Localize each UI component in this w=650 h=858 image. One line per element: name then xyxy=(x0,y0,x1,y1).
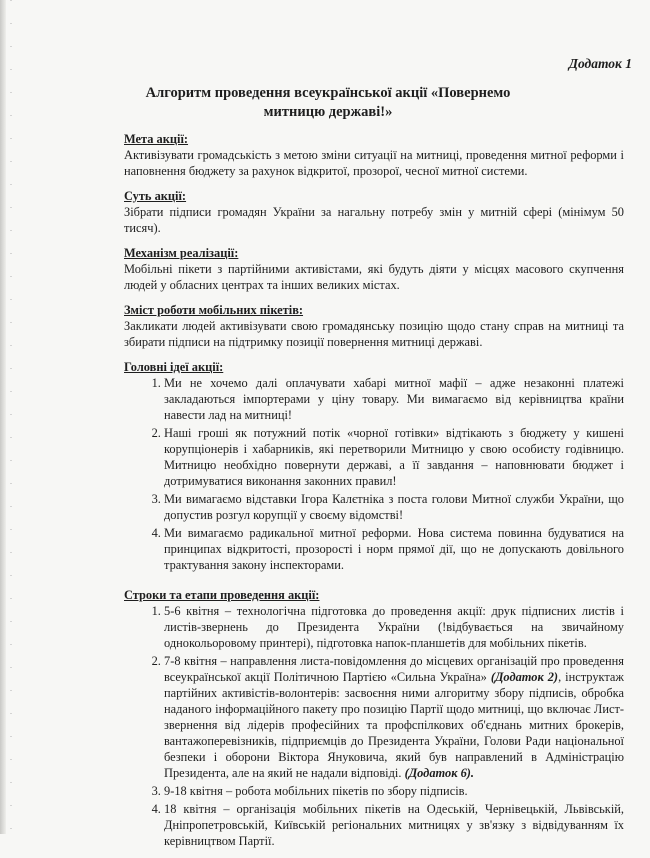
section-heading: Суть акції: xyxy=(124,189,187,203)
list-item: 4. Ми вимагаємо радикальної митної реформи. Нова система повинна будуватися на принципах відкритості, прозорості і норм прямої дії, що не допускають довільного трактування закону інспекторами. xyxy=(164,525,624,573)
section-text: Зібрати підписи громадян України за нагальну потребу змін у митній сфері (мінімум 50 тисяч). xyxy=(124,205,624,235)
document-title: Алгоритм проведення всеукраїнської акції «Повернемо митницю державі!» xyxy=(145,85,511,120)
binding-holes xyxy=(10,0,12,834)
section-timeline xyxy=(124,587,624,849)
item-text: , інструктаж партійних активістів-волонтерів: засвоєння ними алгоритму збору підписів, обробка наданого інформаційного пакету про позицію Партії щодо митниці, що включає Лист-звернення від лідерів професійних та профспілкових об'єднань митних брокерів, вантажоперевізників, підприємців до Президента України, Голови Ради національної безпеки і оборони Віктора Януковича, який був направлений в Адміністрацію Президента, але на який не надали відповіді. xyxy=(164,670,624,780)
section-heading: Зміст роботи мобільних пікетів: xyxy=(124,303,304,317)
section-pickets xyxy=(124,302,624,350)
section-text: Закликати людей активізувати свою громадянську позицію щодо стану справ на митниці та збирати підписи на підтримку позиції повернення митниці державі. xyxy=(124,319,624,349)
section-text: Активізувати громадськість з метою зміни ситуації на митниці, проведення митної реформи і наповнення бюджету за рахунок відкритої, прозорої, чесної митної системи. xyxy=(124,148,624,178)
ideas-list xyxy=(124,375,624,573)
section-mechanism xyxy=(124,245,624,293)
appendix-label: Додаток 1 xyxy=(568,56,632,71)
list-item: 2. Наші гроші як потужний потік «чорної готівки» відтікають з бюджету у кишені корупціонерів і хабарників, які перетворили Митницю у свою особисту годівницю. Митницю необхідно повернути державі, а її завдання – наповнювати бюджет і дотримуватися виконання законних правил! xyxy=(164,425,624,489)
section-goal xyxy=(124,131,624,179)
appendix-reference: (Додаток 6). xyxy=(404,766,474,780)
document-body xyxy=(124,131,624,858)
list-item: 1. 5-6 квітня – технологічна підготовка до проведення акції: друк підписних листів і листів-звернень до Президента України (!відбувається на звичайному однокольоровому принтері), підготовка напок-планшетів для мобільних пікетів. xyxy=(164,603,624,651)
item-text: 7-8 квітня – направлення листа-повідомлення до місцевих організацій про проведення всеукраїнської акції Політичною Партією «Сильна Україна» xyxy=(164,654,624,684)
section-essence xyxy=(124,188,624,236)
timeline-list xyxy=(124,603,624,849)
list-item: 3. Ми вимагаємо відставки Ігора Калєтніка з поста голови Митної служби України, що допустив розгул корупції у своєму відомстві! xyxy=(164,491,624,523)
appendix-reference: (Додаток 2) xyxy=(490,670,559,684)
section-heading: Головні ідеї акції: xyxy=(124,360,224,374)
list-item xyxy=(164,653,624,781)
section-text: Мобільні пікети з партійними активістами, які будуть діяти у місцях масового скупчення людей у обласних центрах та інших великих містах. xyxy=(124,262,624,292)
scan-edge-shadow xyxy=(0,0,6,834)
section-ideas xyxy=(124,359,624,573)
list-item: 1. Ми не хочемо далі оплачувати хабарі митної мафії – адже незаконні платежі закладаються імпортерами у ціну товару. Ми вимагаємо від керівництва країни навести лад на митниці! xyxy=(164,375,624,423)
section-heading: Мета акції: xyxy=(124,132,189,146)
section-heading: Строки та етапи проведення акції: xyxy=(124,588,320,602)
list-item: 3. 9-18 квітня – робота мобільних пікетів по збору підписів. xyxy=(164,783,624,799)
list-item: 4. 18 квітня – організація мобільних пікетів на Одеській, Чернівецькій, Львівській, Дніпропетровській, Київській регіональних митницях у зв'язку з відвідуванням їх керівництвом Партії. xyxy=(164,801,624,849)
section-heading: Механізм реалізації: xyxy=(124,246,239,260)
